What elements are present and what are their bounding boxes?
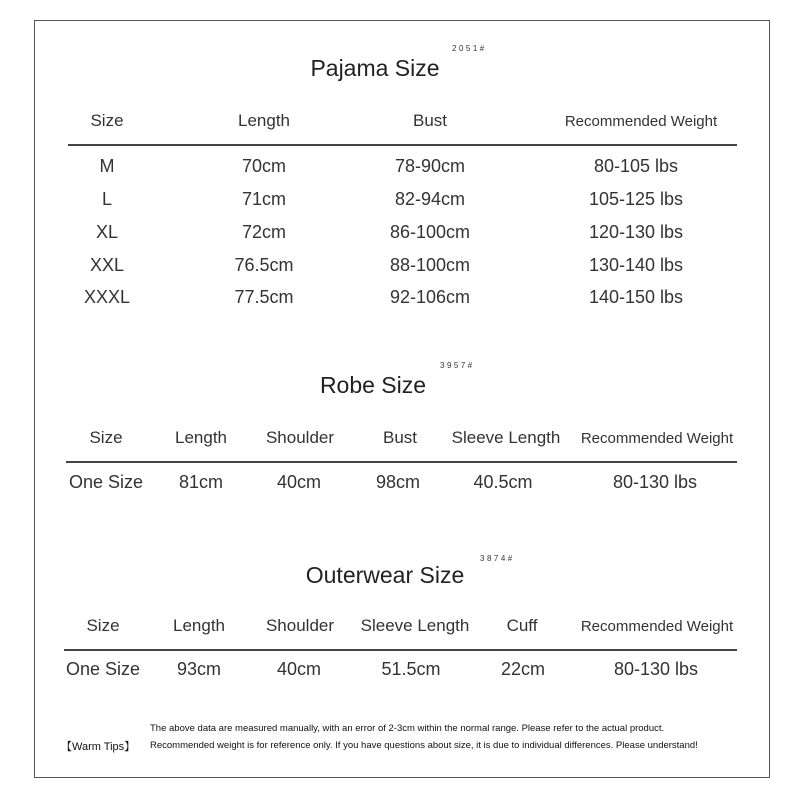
pajama-title: Pajama Size xyxy=(310,55,440,81)
pajama-cell-length: 72cm xyxy=(241,222,287,242)
robe-cell-shoulder: 40cm xyxy=(276,472,322,492)
robe-header-bust: Bust xyxy=(382,428,418,447)
pajama-cell-size: M xyxy=(99,156,115,176)
robe-cell-weight: 80-130 lbs xyxy=(612,472,698,492)
outerwear-style-code: 3874# xyxy=(480,554,515,563)
robe-cell-bust: 98cm xyxy=(375,472,421,492)
pajama-header-size: Size xyxy=(90,111,124,130)
outerwear-cell-size: One Size xyxy=(65,659,141,679)
pajama-cell-weight: 120-130 lbs xyxy=(588,222,684,242)
outerwear-header-size: Size xyxy=(86,616,120,635)
warm-tips-line-1: The above data are measured manually, with an error of 2-3cm within the normal range. Please refer to the actual product. xyxy=(150,723,665,734)
pajama-header-weight: Recommended Weight xyxy=(564,113,718,130)
pajama-header-rule xyxy=(68,144,737,146)
pajama-cell-length: 77.5cm xyxy=(234,287,294,307)
robe-header-weight: Recommended Weight xyxy=(580,430,734,447)
outerwear-cell-sleeve-length: 51.5cm xyxy=(381,659,441,679)
pajama-cell-bust: 78-90cm xyxy=(394,156,466,176)
outerwear-header-weight: Recommended Weight xyxy=(580,618,734,635)
robe-title: Robe Size xyxy=(319,372,427,398)
outerwear-header-sleeve-length: Sleeve Length xyxy=(360,616,470,635)
pajama-cell-bust: 92-106cm xyxy=(389,287,471,307)
pajama-cell-length: 76.5cm xyxy=(234,255,294,275)
robe-style-code: 3957# xyxy=(440,361,475,370)
pajama-cell-size: XXL xyxy=(89,255,125,275)
outerwear-title: Outerwear Size xyxy=(305,562,465,588)
warm-tips-label: 【Warm Tips】 xyxy=(61,741,136,753)
pajama-cell-bust: 86-100cm xyxy=(389,222,471,242)
outerwear-header-length: Length xyxy=(173,616,225,635)
pajama-cell-weight: 80-105 lbs xyxy=(593,156,679,176)
pajama-cell-size: L xyxy=(101,189,113,209)
outerwear-header-cuff: Cuff xyxy=(506,616,538,635)
outerwear-cell-cuff: 22cm xyxy=(500,659,546,679)
robe-header-size: Size xyxy=(89,428,123,447)
pajama-cell-size: XXXL xyxy=(83,287,131,307)
pajama-cell-bust: 82-94cm xyxy=(394,189,466,209)
outerwear-cell-length: 93cm xyxy=(176,659,222,679)
robe-header-sleeve-length: Sleeve Length xyxy=(451,428,561,447)
warm-tips-line-2: Recommended weight is for reference only. If you have questions about size, it is due to individual differences. Please understand! xyxy=(150,740,698,751)
robe-cell-sleeve-length: 40.5cm xyxy=(473,472,533,492)
outerwear-cell-shoulder: 40cm xyxy=(276,659,322,679)
pajama-style-code: 2051# xyxy=(452,44,487,53)
robe-header-length: Length xyxy=(175,428,227,447)
robe-cell-length: 81cm xyxy=(178,472,224,492)
pajama-header-bust: Bust xyxy=(412,111,448,130)
robe-header-shoulder: Shoulder xyxy=(265,428,335,447)
pajama-cell-bust: 88-100cm xyxy=(389,255,471,275)
pajama-cell-weight: 130-140 lbs xyxy=(588,255,684,275)
pajama-cell-length: 70cm xyxy=(241,156,287,176)
outerwear-header-shoulder: Shoulder xyxy=(265,616,335,635)
robe-header-rule xyxy=(66,461,737,463)
pajama-cell-length: 71cm xyxy=(241,189,287,209)
pajama-cell-weight: 140-150 lbs xyxy=(588,287,684,307)
outerwear-cell-weight: 80-130 lbs xyxy=(613,659,699,679)
robe-cell-size: One Size xyxy=(68,472,144,492)
outerwear-header-rule xyxy=(64,649,737,651)
pajama-header-length: Length xyxy=(238,111,290,130)
pajama-cell-size: XL xyxy=(95,222,119,242)
pajama-cell-weight: 105-125 lbs xyxy=(588,189,684,209)
